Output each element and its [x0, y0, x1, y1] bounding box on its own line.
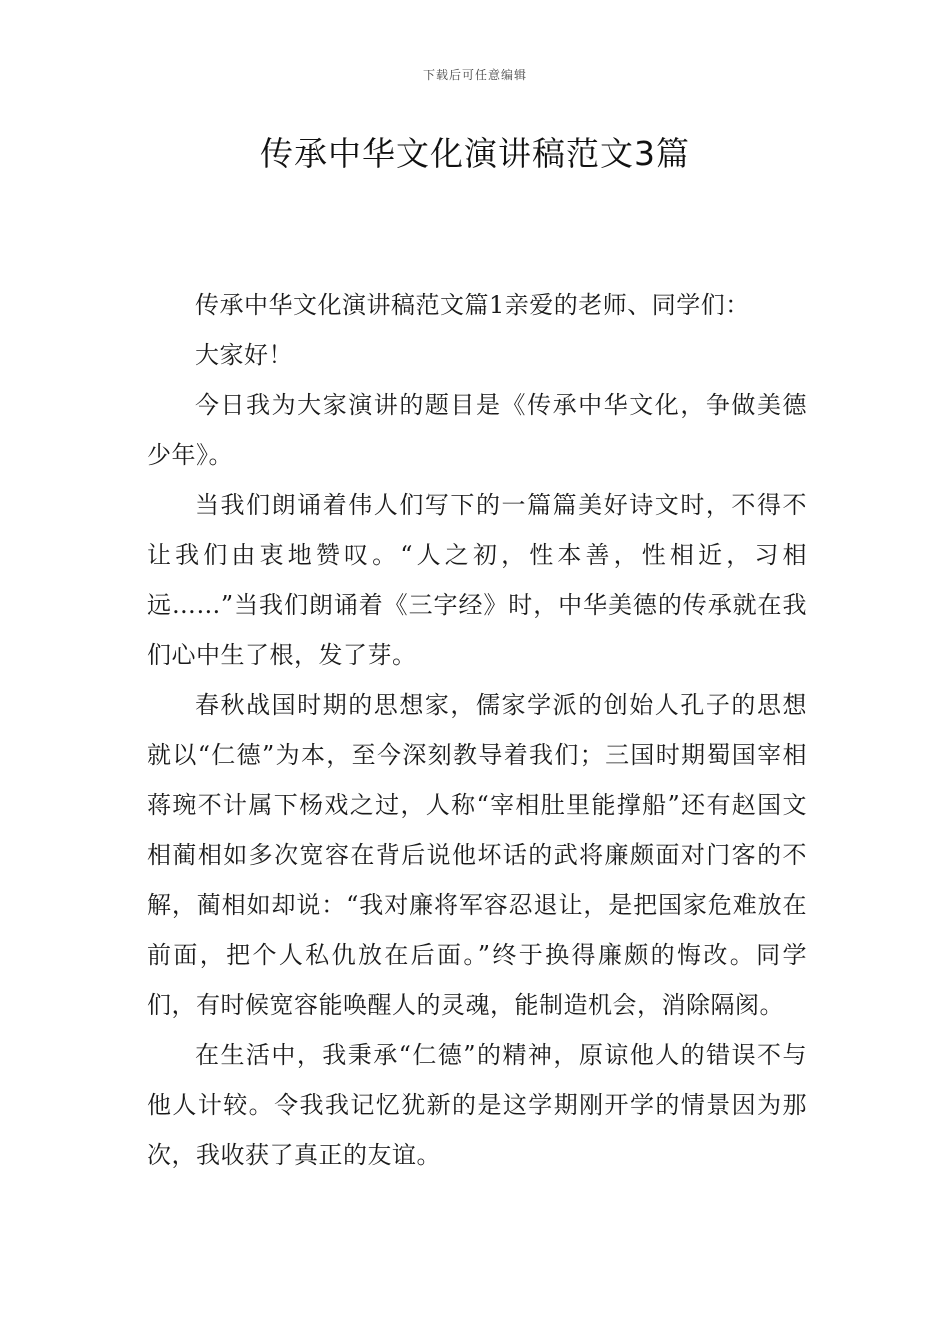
paragraph-history: 春秋战国时期的思想家，儒家学派的创始人孔子的思想就以“仁德”为本，至今深刻教导着我们；三国时期蜀国宰相蒋琬不计属下杨戏之过，人称“宰相肚里能撑船”还有赵国文相蔺相如多次宽容在背后说他坏话的武将廉颇面对门客的不解，蔺相如却说：“我对廉将军容忍退让，是把国家危难放在前面，把个人私仇放在后面。”终于换得廉颇的悔改。同学们，有时候宽容能唤醒人的灵魂，能制造机会，消除隔阂。 — [147, 691, 807, 1019]
header-note: 下载后可任意编辑 — [422, 68, 527, 82]
paragraph-hello: 大家好！ — [195, 341, 293, 369]
paragraph-poems: 当我们朗诵着伟人们写下的一篇篇美好诗文时，不得不让我们由衷地赞叹。“人之初，性本善，性相近，习相远……”当我们朗诵着《三字经》时，中华美德的传承就在我们心中生了根，发了芽。 — [147, 491, 807, 669]
paragraph-greeting-line: 传承中华文化演讲稿范文篇1亲爱的老师、同学们： — [195, 291, 750, 319]
document-body — [147, 280, 807, 1180]
paragraph-life: 在生活中，我秉承“仁德”的精神，原谅他人的错误不与他人计较。令我我记忆犹新的是这学期刚开学的情景因为那次，我收获了真正的友谊。 — [147, 1041, 807, 1169]
document-title: 传承中华文化演讲稿范文3篇 — [260, 134, 690, 173]
paragraph-topic: 今日我为大家演讲的题目是《传承中华文化，争做美德少年》。 — [147, 391, 807, 469]
